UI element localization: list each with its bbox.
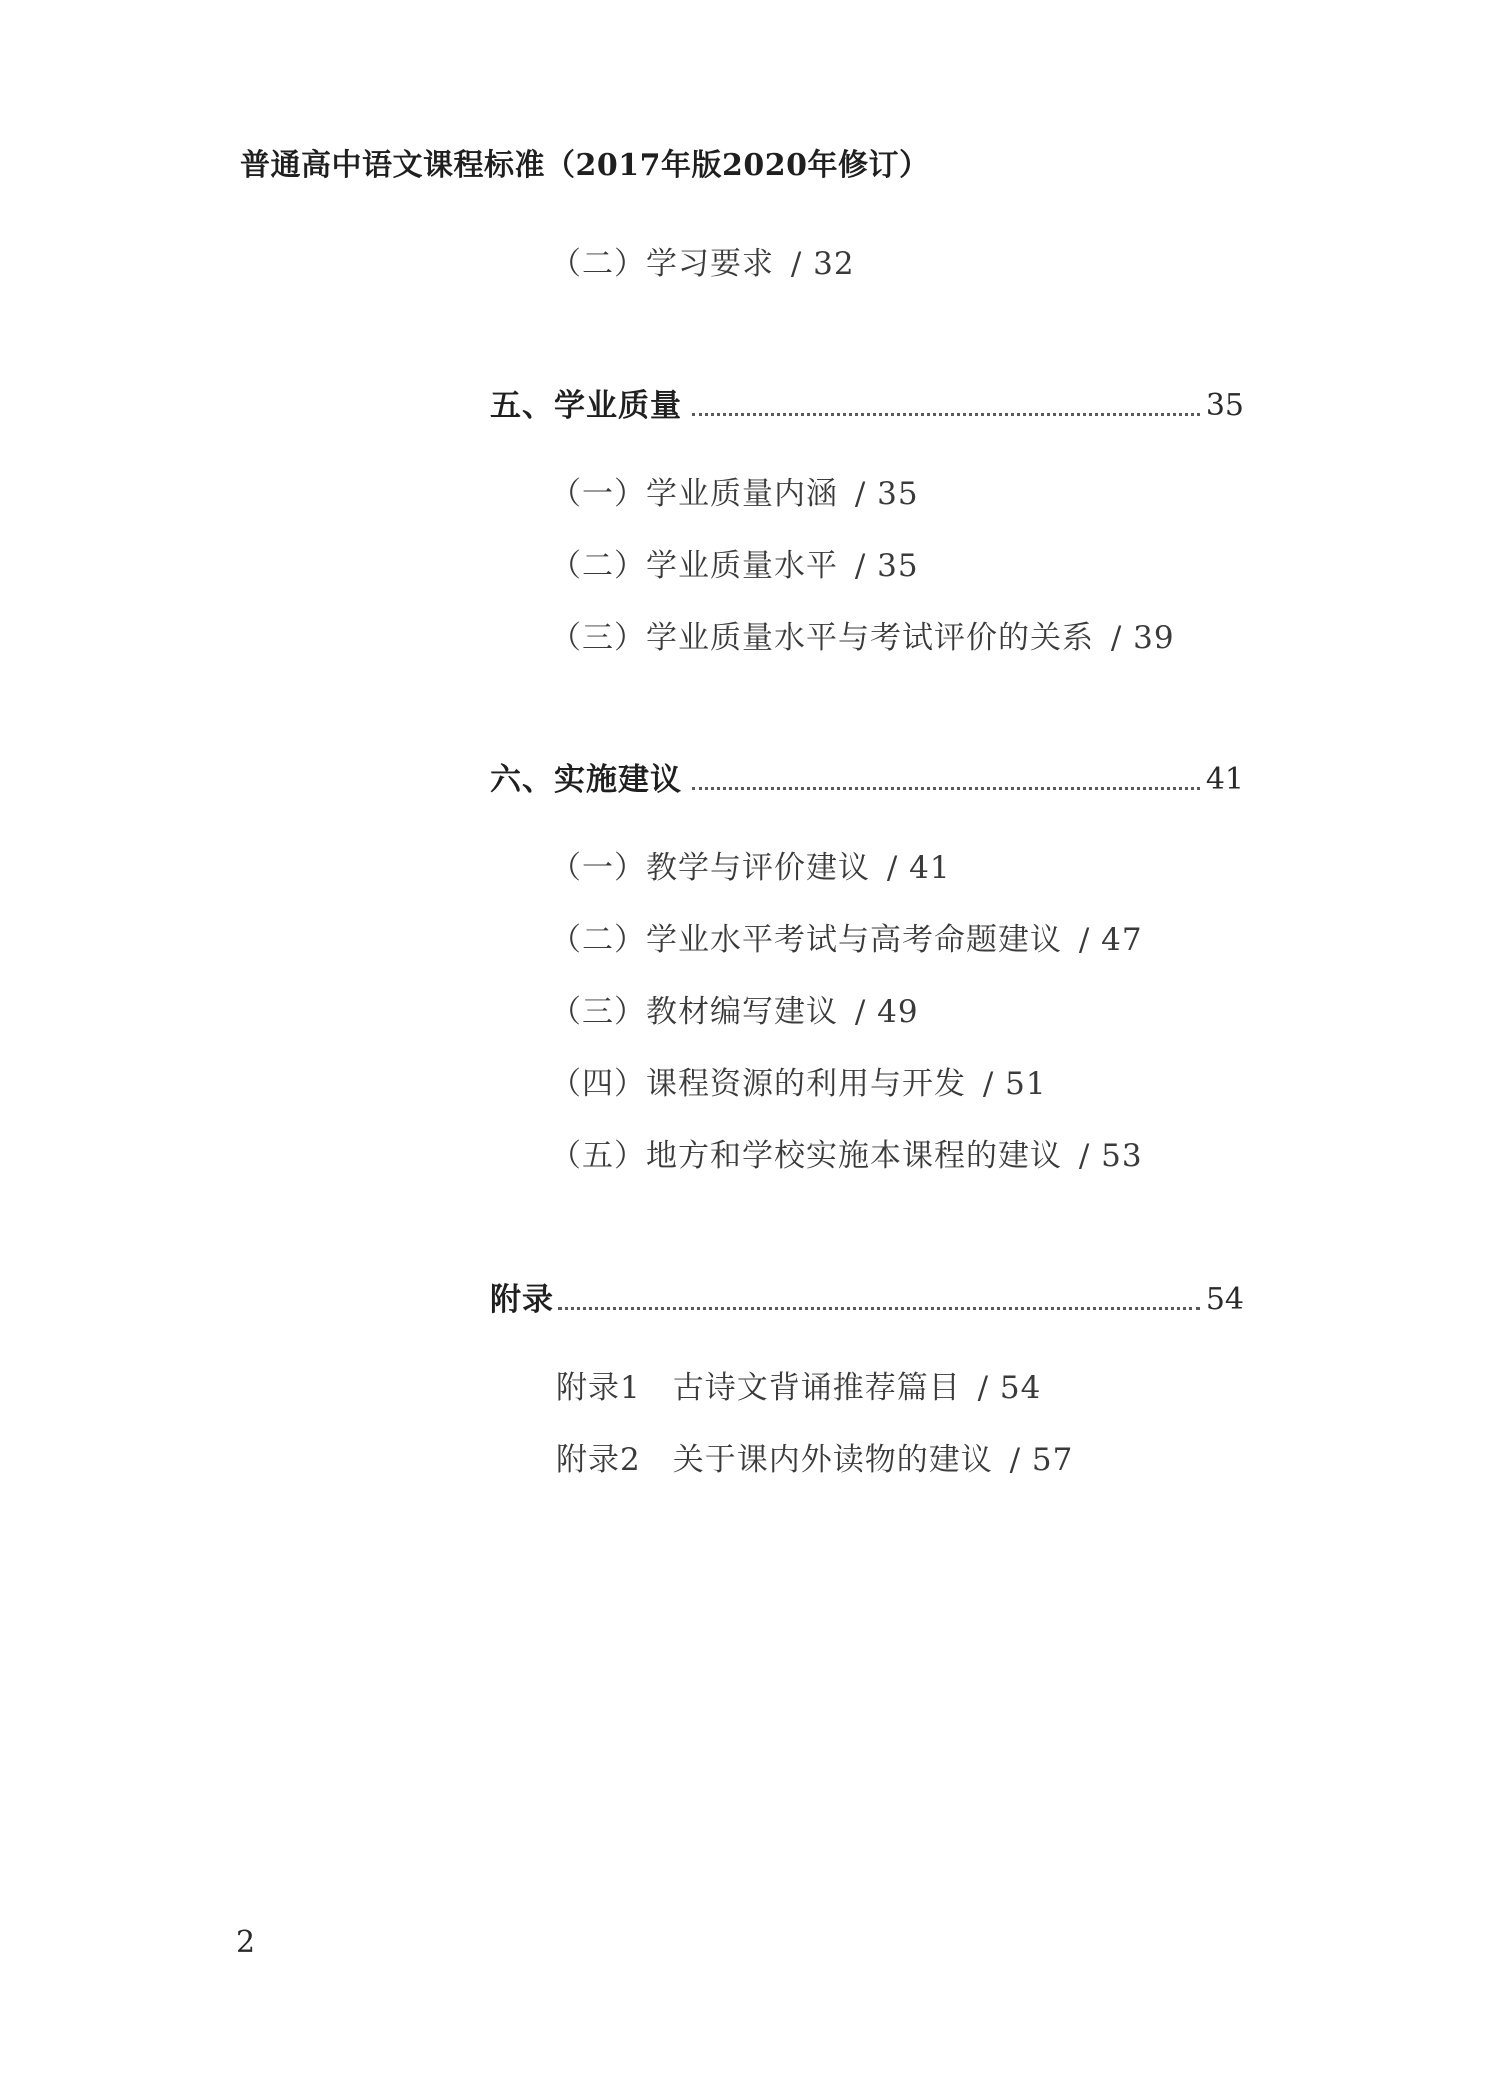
toc-subitem-appendix-2[interactable]: [556, 1438, 1073, 1482]
toc-subitem-page: / 35: [854, 548, 919, 584]
toc-subitem[interactable]: [550, 846, 951, 890]
toc-subitem-page: / 32: [790, 246, 855, 282]
toc-subitem-study-requirements[interactable]: [550, 242, 855, 286]
toc-subitem[interactable]: [550, 1062, 1047, 1106]
toc-section-academic-quality[interactable]: [490, 376, 1244, 426]
toc-subitem-page: / 49: [854, 994, 919, 1030]
toc-section-page: 41: [1205, 762, 1244, 797]
toc-subitem[interactable]: [550, 544, 919, 588]
toc-subitem[interactable]: [550, 990, 919, 1034]
toc-subitem-label: （五）地方和学校实施本课程的建议: [550, 1138, 1062, 1174]
dot-leader: [692, 413, 1200, 416]
toc-section-title: 附录: [490, 1282, 554, 1318]
toc-subitem-appendix-1[interactable]: [556, 1366, 1041, 1410]
toc-subitem-label: （二）学业水平考试与高考命题建议: [550, 922, 1062, 958]
toc-subitem-page: / 39: [1110, 620, 1175, 656]
toc-subitem[interactable]: [550, 918, 1143, 962]
page-number: 2: [236, 1925, 256, 1960]
toc-subitem-page: / 41: [886, 850, 951, 886]
toc-subitem-label: 附录1 古诗文背诵推荐篇目: [556, 1370, 961, 1406]
toc-subitem[interactable]: [550, 472, 919, 516]
toc-subitem-label: （二）学习要求: [550, 246, 774, 282]
toc-subitem-page: / 47: [1078, 922, 1143, 958]
toc-section-title: 六、实施建议: [490, 762, 682, 798]
toc-section-implementation[interactable]: [490, 750, 1244, 800]
running-header: 普通高中语文课程标准（2017年版2020年修订）: [240, 148, 930, 183]
toc-subitem-page: / 53: [1078, 1138, 1143, 1174]
toc-subitem-label: （一）学业质量内涵: [550, 476, 838, 512]
toc-subitem-page: / 35: [854, 476, 919, 512]
toc-section-page: 35: [1205, 388, 1244, 423]
toc-section-appendix[interactable]: [490, 1270, 1244, 1320]
toc-subitem-label: （二）学业质量水平: [550, 548, 838, 584]
toc-subitem-label: （三）学业质量水平与考试评价的关系: [550, 620, 1094, 656]
toc-subitem-page: / 51: [982, 1066, 1047, 1102]
toc-subitem-page: / 54: [977, 1370, 1042, 1406]
toc-section-title: 五、学业质量: [490, 388, 682, 424]
toc-subitem-label: （三）教材编写建议: [550, 994, 838, 1030]
toc-subitem[interactable]: [550, 1134, 1143, 1178]
toc-subitem-label: 附录2 关于课内外读物的建议: [556, 1442, 993, 1478]
toc-subitem-label: （一）教学与评价建议: [550, 850, 870, 886]
toc-subitem-label: （四）课程资源的利用与开发: [550, 1066, 966, 1102]
dot-leader: [692, 787, 1200, 790]
toc-subitem[interactable]: [550, 616, 1175, 660]
toc-section-page: 54: [1205, 1282, 1244, 1317]
toc-subitem-page: / 57: [1009, 1442, 1074, 1478]
dot-leader: [558, 1307, 1200, 1310]
